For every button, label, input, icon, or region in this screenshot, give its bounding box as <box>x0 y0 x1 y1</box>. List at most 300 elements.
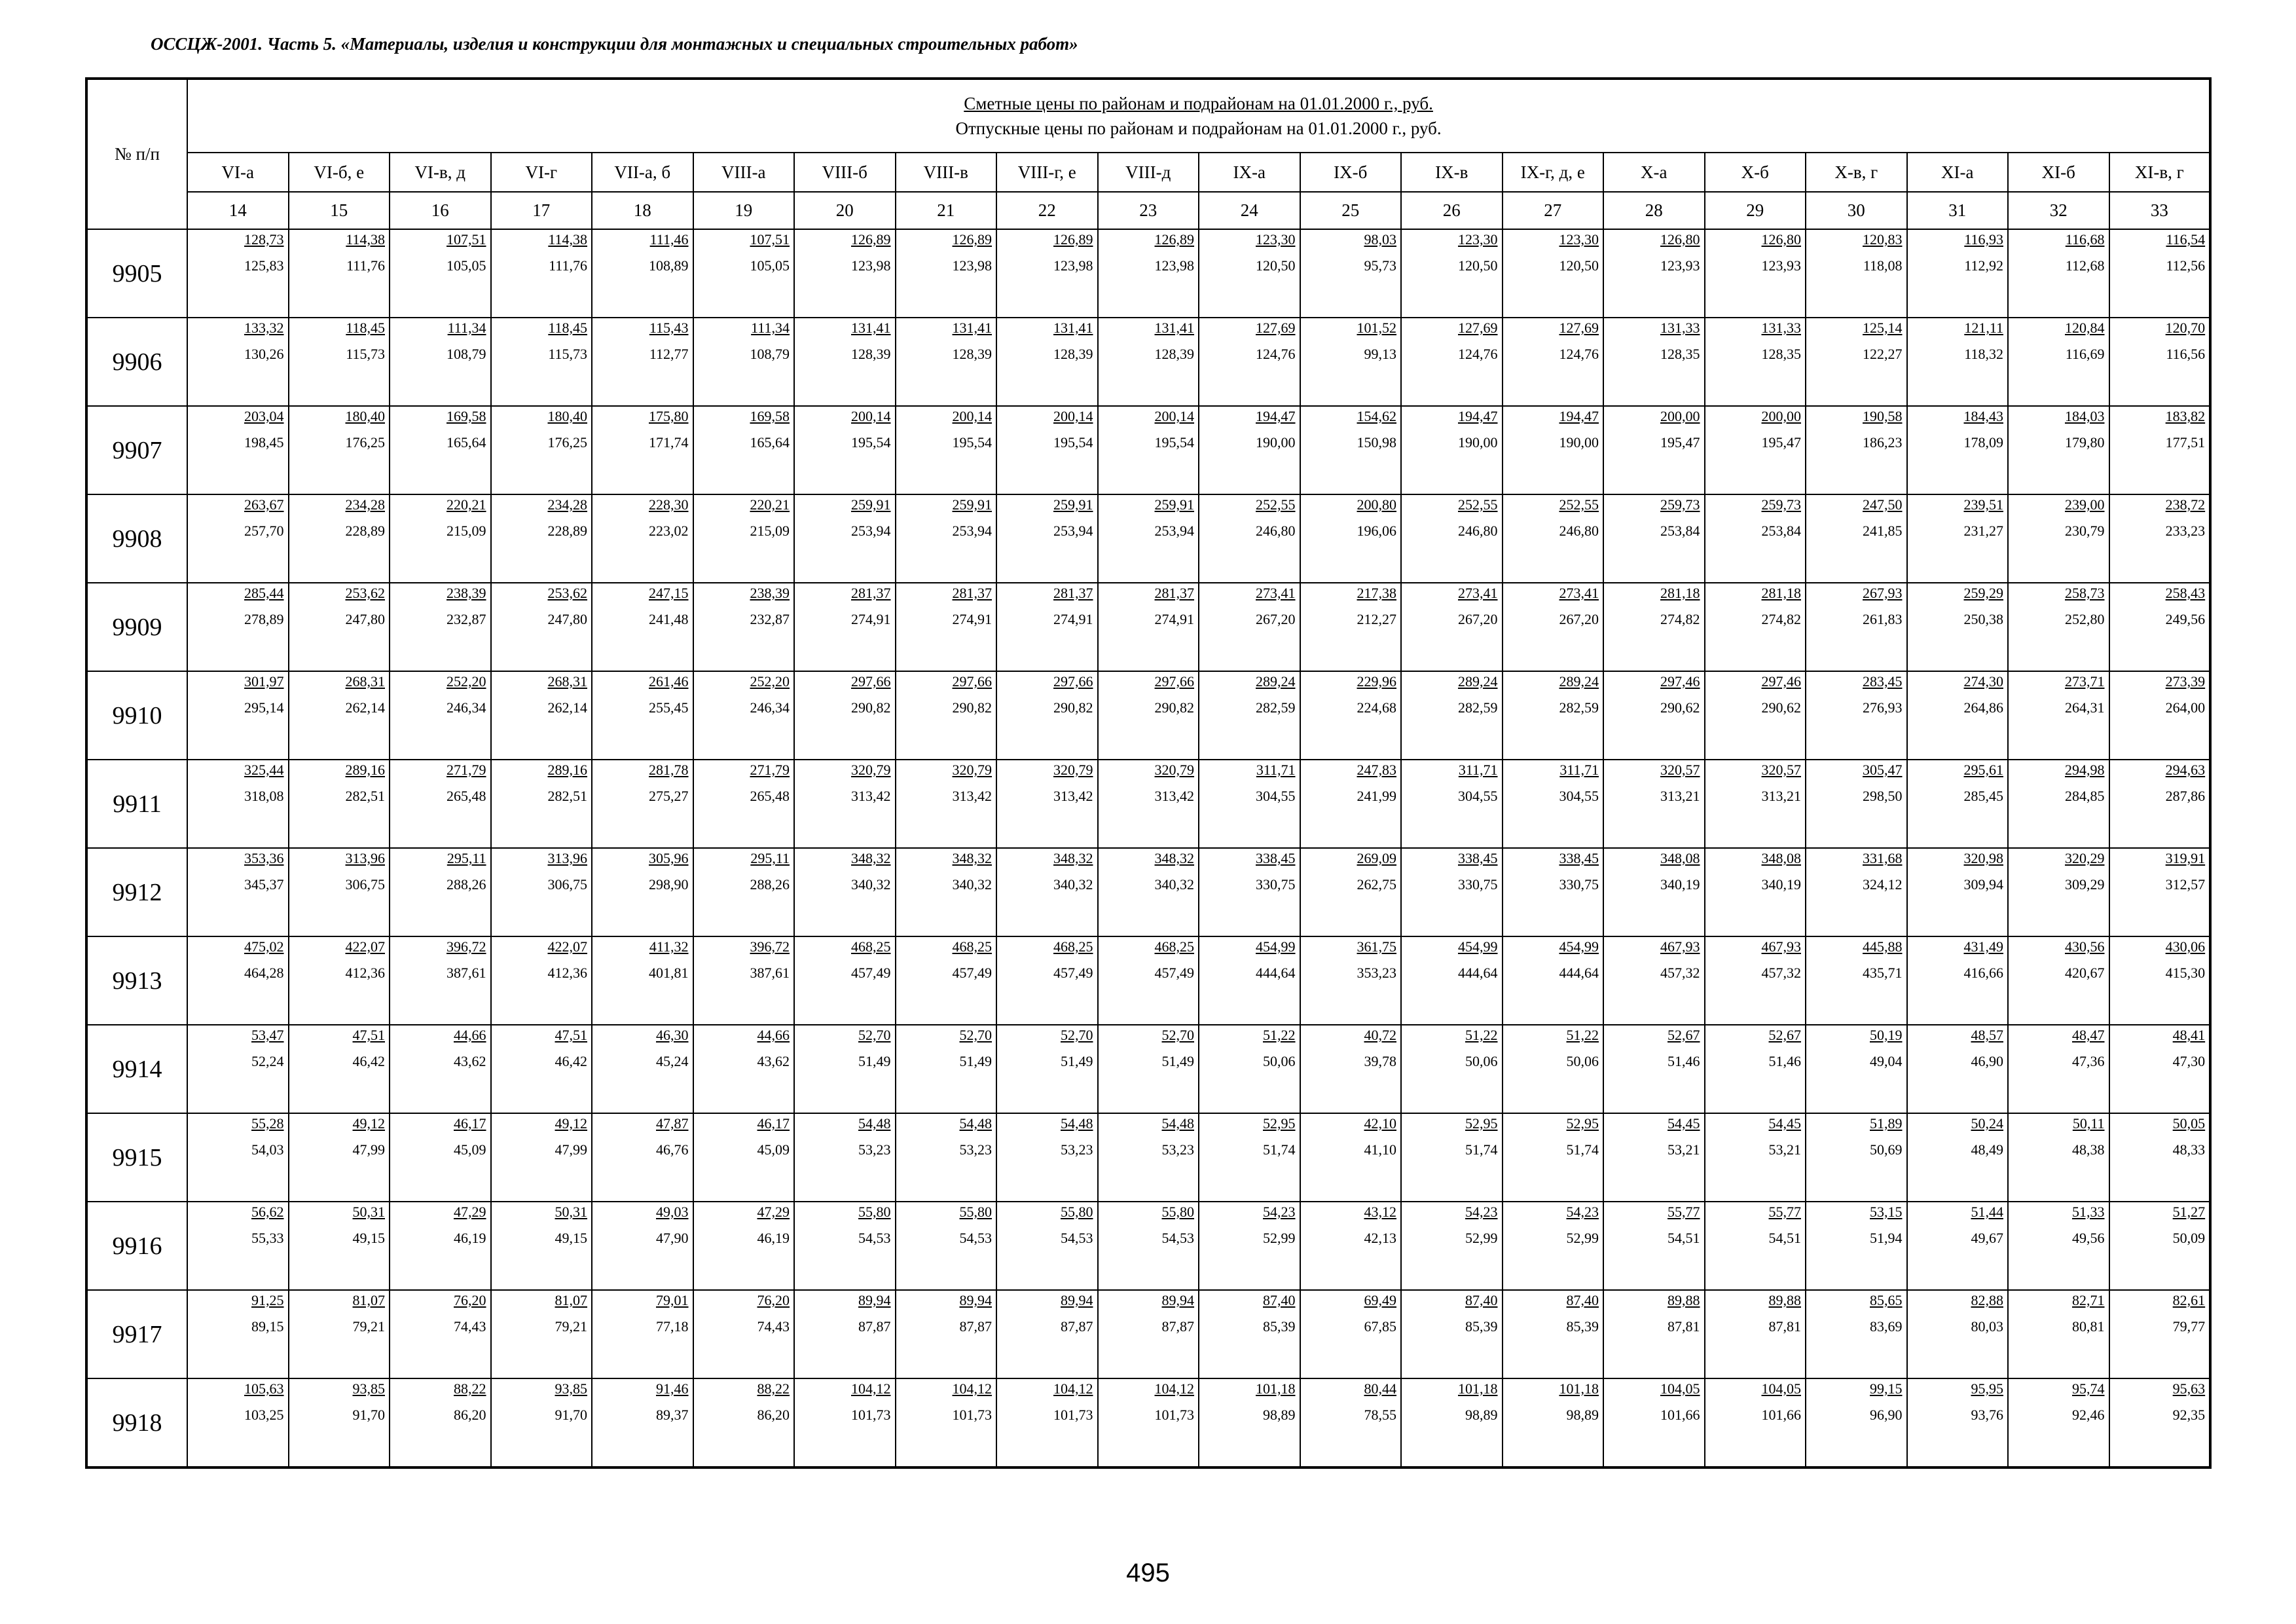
estimate-price: 79,01 <box>656 1292 689 1308</box>
price-cell <box>996 583 1098 671</box>
release-price: 232,87 <box>750 611 790 627</box>
estimate-price: 311,71 <box>1256 762 1296 778</box>
price-cell <box>592 936 693 1025</box>
price-cell <box>1705 848 1806 936</box>
price-cell <box>1300 1378 1402 1467</box>
estimate-price: 258,73 <box>2065 585 2105 601</box>
price-cell <box>491 760 592 848</box>
price-cell <box>289 406 390 494</box>
release-price: 282,59 <box>1256 699 1296 716</box>
release-price: 48,33 <box>2172 1141 2206 1158</box>
release-price: 123,98 <box>851 257 891 274</box>
price-cell <box>1098 1025 1199 1113</box>
release-price: 177,51 <box>2165 434 2206 451</box>
table-row <box>86 318 2210 406</box>
release-price: 274,82 <box>1660 611 1700 627</box>
price-cell <box>1907 583 2009 671</box>
price-cell <box>1401 583 1503 671</box>
price-cell <box>592 760 693 848</box>
estimate-price: 127,69 <box>1559 320 1599 336</box>
release-price: 246,80 <box>1458 523 1498 539</box>
estimate-price: 454,99 <box>1458 938 1498 955</box>
estimate-price: 56,62 <box>251 1204 284 1220</box>
price-cell <box>1401 1378 1503 1467</box>
estimate-price: 281,37 <box>1154 585 1194 601</box>
price-cell <box>592 318 693 406</box>
release-price: 290,82 <box>1053 699 1093 716</box>
release-price: 79,21 <box>352 1318 385 1335</box>
release-price: 264,31 <box>2065 699 2105 716</box>
price-cell <box>1503 671 1604 760</box>
release-price: 54,51 <box>1667 1230 1700 1246</box>
price-cell <box>289 936 390 1025</box>
release-price: 340,32 <box>1154 876 1194 893</box>
estimate-price: 247,50 <box>1863 496 1903 513</box>
estimate-price: 273,39 <box>2165 673 2206 690</box>
estimate-price: 47,51 <box>555 1027 587 1043</box>
price-cell <box>1401 760 1503 848</box>
npp-header: № п/п <box>86 79 187 229</box>
release-price: 313,42 <box>1053 788 1093 804</box>
estimate-price: 114,38 <box>346 231 385 248</box>
release-price: 54,53 <box>959 1230 992 1246</box>
price-cell <box>794 1113 896 1202</box>
price-cell <box>2008 1025 2109 1113</box>
release-price: 51,49 <box>1061 1053 1093 1069</box>
column-number: 32 <box>2008 192 2109 229</box>
release-price: 241,48 <box>649 611 689 627</box>
price-cell <box>896 671 997 760</box>
price-cell <box>390 1113 491 1202</box>
release-price: 264,00 <box>2165 699 2206 716</box>
estimate-price: 430,56 <box>2065 938 2105 955</box>
price-cell <box>592 1202 693 1290</box>
release-price: 89,15 <box>251 1318 284 1335</box>
release-price: 253,94 <box>1154 523 1194 539</box>
release-price: 123,93 <box>1761 257 1801 274</box>
estimate-price: 348,32 <box>851 850 891 866</box>
price-cell <box>289 848 390 936</box>
region-header: VI-б, е <box>289 153 390 192</box>
release-price: 101,66 <box>1660 1407 1700 1423</box>
price-cell <box>1401 1202 1503 1290</box>
price-cell <box>390 494 491 583</box>
release-price: 47,30 <box>2172 1053 2206 1069</box>
column-number: 24 <box>1199 192 1300 229</box>
release-price: 318,08 <box>244 788 284 804</box>
price-cell <box>1806 1202 1907 1290</box>
release-price: 198,45 <box>244 434 284 451</box>
estimate-price: 274,30 <box>1963 673 2003 690</box>
table-row <box>86 760 2210 848</box>
price-cell <box>1907 1290 2009 1378</box>
price-cell <box>491 583 592 671</box>
release-price: 241,99 <box>1357 788 1396 804</box>
release-price: 340,19 <box>1660 876 1700 893</box>
region-header: VI-а <box>187 153 289 192</box>
release-price: 387,61 <box>446 965 486 981</box>
release-price: 313,42 <box>1154 788 1194 804</box>
row-id: 9908 <box>86 494 187 583</box>
release-price: 49,15 <box>555 1230 587 1246</box>
estimate-price: 87,40 <box>1465 1292 1498 1308</box>
price-cell <box>1503 760 1604 848</box>
release-price: 195,54 <box>1053 434 1093 451</box>
release-price: 120,50 <box>1256 257 1296 274</box>
page-number: 495 <box>1126 1559 1170 1587</box>
release-price: 41,10 <box>1364 1141 1396 1158</box>
release-price: 98,89 <box>1566 1407 1599 1423</box>
price-cell <box>1300 1290 1402 1378</box>
release-price: 46,42 <box>352 1053 385 1069</box>
price-cell <box>592 671 693 760</box>
estimate-price: 69,49 <box>1364 1292 1396 1308</box>
release-price: 49,56 <box>2072 1230 2105 1246</box>
price-cell <box>1098 671 1199 760</box>
release-price: 253,94 <box>851 523 891 539</box>
release-price: 74,43 <box>454 1318 486 1335</box>
estimate-price: 281,37 <box>851 585 891 601</box>
table-row <box>86 1025 2210 1113</box>
release-price: 52,24 <box>251 1053 284 1069</box>
table-row <box>86 583 2210 671</box>
price-cell <box>2109 318 2211 406</box>
estimate-price: 49,12 <box>352 1115 385 1132</box>
price-cell <box>794 1202 896 1290</box>
price-cell <box>289 1025 390 1113</box>
price-cell <box>896 406 997 494</box>
release-price: 246,80 <box>1256 523 1296 539</box>
estimate-price: 396,72 <box>446 938 486 955</box>
release-price: 116,69 <box>2065 346 2105 362</box>
estimate-price: 338,45 <box>1559 850 1599 866</box>
price-cell <box>1907 1113 2009 1202</box>
release-price: 39,78 <box>1364 1053 1396 1069</box>
release-price: 45,09 <box>757 1141 790 1158</box>
region-header: VIII-г, е <box>996 153 1098 192</box>
estimate-price: 259,91 <box>851 496 891 513</box>
estimate-price: 47,87 <box>656 1115 689 1132</box>
estimate-price: 120,83 <box>1863 231 1903 248</box>
estimate-price: 239,51 <box>1963 496 2003 513</box>
price-cell <box>794 494 896 583</box>
release-price: 186,23 <box>1863 434 1903 451</box>
table-row <box>86 1290 2210 1378</box>
release-price: 46,42 <box>555 1053 587 1069</box>
estimate-price: 320,79 <box>1053 762 1093 778</box>
release-price: 233,23 <box>2165 523 2206 539</box>
release-price: 105,05 <box>750 257 790 274</box>
table-row <box>86 494 2210 583</box>
release-price: 98,89 <box>1465 1407 1498 1423</box>
estimate-price: 42,10 <box>1364 1115 1396 1132</box>
estimate-price: 194,47 <box>1458 408 1498 424</box>
region-header: IX-г, д, е <box>1503 153 1604 192</box>
release-price: 150,98 <box>1357 434 1396 451</box>
price-cell <box>1401 848 1503 936</box>
price-cell <box>187 318 289 406</box>
price-cell <box>1300 671 1402 760</box>
estimate-price: 320,79 <box>851 762 891 778</box>
release-price: 87,87 <box>858 1318 891 1335</box>
release-price: 246,34 <box>446 699 486 716</box>
price-cell <box>794 1378 896 1467</box>
release-price: 228,89 <box>345 523 385 539</box>
release-price: 313,42 <box>851 788 891 804</box>
release-price: 412,36 <box>345 965 385 981</box>
estimate-price: 348,32 <box>1154 850 1194 866</box>
release-price: 387,61 <box>750 965 790 981</box>
price-cell <box>2008 671 2109 760</box>
price-cell <box>896 760 997 848</box>
price-cell <box>1705 1025 1806 1113</box>
estimate-price: 238,72 <box>2165 496 2206 513</box>
price-cell <box>1907 1378 2009 1467</box>
release-price: 252,80 <box>2065 611 2105 627</box>
region-header: XI-б <box>2008 153 2109 192</box>
price-cell <box>1603 848 1705 936</box>
price-cell <box>1199 583 1300 671</box>
estimate-price: 281,18 <box>1761 585 1801 601</box>
price-cell <box>2008 1290 2109 1378</box>
region-header-row <box>86 153 2210 192</box>
release-price: 416,66 <box>1963 965 2003 981</box>
release-price: 53,21 <box>1768 1141 1801 1158</box>
release-price: 171,74 <box>649 434 689 451</box>
estimate-price: 91,46 <box>656 1380 689 1397</box>
estimate-price: 89,94 <box>858 1292 891 1308</box>
estimate-price: 325,44 <box>244 762 284 778</box>
price-cell <box>491 1290 592 1378</box>
estimate-price: 297,66 <box>851 673 891 690</box>
release-price: 340,32 <box>1053 876 1093 893</box>
price-cell <box>794 318 896 406</box>
release-price: 287,86 <box>2165 788 2206 804</box>
release-price: 282,59 <box>1559 699 1599 716</box>
release-price: 278,89 <box>244 611 284 627</box>
estimate-price: 131,41 <box>1154 320 1194 336</box>
estimate-price: 184,03 <box>2065 408 2105 424</box>
release-price: 89,37 <box>656 1407 689 1423</box>
release-price: 96,90 <box>1870 1407 1903 1423</box>
price-cell <box>1199 1113 1300 1202</box>
price-cell <box>794 936 896 1025</box>
estimate-price: 200,00 <box>1761 408 1801 424</box>
estimate-price: 82,61 <box>2172 1292 2206 1308</box>
price-cell <box>1603 318 1705 406</box>
estimate-price: 131,33 <box>1761 320 1801 336</box>
estimate-price: 44,66 <box>454 1027 486 1043</box>
estimate-price: 200,80 <box>1357 496 1396 513</box>
release-price: 51,49 <box>858 1053 891 1069</box>
price-cell <box>1603 760 1705 848</box>
estimate-price: 252,20 <box>446 673 486 690</box>
column-number: 29 <box>1705 192 1806 229</box>
release-price: 223,02 <box>649 523 689 539</box>
release-price: 46,19 <box>454 1230 486 1246</box>
price-cell <box>2109 671 2211 760</box>
price-cell <box>2008 406 2109 494</box>
price-cell <box>996 1290 1098 1378</box>
price-cell <box>390 848 491 936</box>
price-cell <box>1705 494 1806 583</box>
estimate-price: 467,93 <box>1660 938 1700 955</box>
estimate-price: 353,36 <box>244 850 284 866</box>
estimate-price: 95,95 <box>1971 1380 2003 1397</box>
estimate-price: 51,27 <box>2172 1204 2206 1220</box>
estimate-price: 89,94 <box>959 1292 992 1308</box>
estimate-price: 468,25 <box>952 938 992 955</box>
release-price: 124,76 <box>1256 346 1296 362</box>
price-cell <box>1401 1290 1503 1378</box>
release-price: 264,86 <box>1963 699 2003 716</box>
estimate-price: 95,74 <box>2072 1380 2105 1397</box>
price-cell <box>1503 318 1604 406</box>
price-cell <box>1503 406 1604 494</box>
release-price: 345,37 <box>244 876 284 893</box>
price-cell <box>1098 1378 1199 1467</box>
price-cell <box>1603 936 1705 1025</box>
region-header: VI-в, д <box>390 153 491 192</box>
release-price: 262,14 <box>345 699 385 716</box>
estimate-price: 52,70 <box>858 1027 891 1043</box>
release-price: 43,62 <box>454 1053 486 1069</box>
estimate-price: 88,22 <box>454 1380 486 1397</box>
estimate-price: 51,22 <box>1263 1027 1296 1043</box>
release-price: 120,50 <box>1559 257 1599 274</box>
estimate-price: 52,67 <box>1768 1027 1801 1043</box>
estimate-price: 295,11 <box>750 850 790 866</box>
row-id: 9918 <box>86 1378 187 1467</box>
estimate-price: 123,30 <box>1559 231 1599 248</box>
price-cell <box>794 671 896 760</box>
price-cell <box>491 229 592 318</box>
estimate-price: 52,70 <box>959 1027 992 1043</box>
estimate-price: 104,05 <box>1761 1380 1801 1397</box>
estimate-price: 475,02 <box>244 938 284 955</box>
estimate-price: 238,39 <box>750 585 790 601</box>
release-price: 306,75 <box>345 876 385 893</box>
price-cell <box>1907 848 2009 936</box>
price-cell <box>2109 229 2211 318</box>
estimate-price: 104,12 <box>1053 1380 1093 1397</box>
row-id: 9914 <box>86 1025 187 1113</box>
release-price: 195,54 <box>1154 434 1194 451</box>
row-id: 9906 <box>86 318 187 406</box>
price-cell <box>2008 1202 2109 1290</box>
price-cell <box>1705 1202 1806 1290</box>
release-price: 54,51 <box>1768 1230 1801 1246</box>
estimate-price: 53,47 <box>251 1027 284 1043</box>
price-cell <box>1503 494 1604 583</box>
table-title-row <box>86 79 2210 153</box>
price-cell <box>187 760 289 848</box>
estimate-price: 111,34 <box>751 320 790 336</box>
estimate-price: 47,29 <box>757 1204 790 1220</box>
price-cell <box>1806 406 1907 494</box>
release-price: 309,29 <box>2065 876 2105 893</box>
estimate-price: 104,05 <box>1660 1380 1700 1397</box>
estimate-price: 126,89 <box>1053 231 1093 248</box>
row-id: 9917 <box>86 1290 187 1378</box>
estimate-price: 467,93 <box>1761 938 1801 955</box>
table-row <box>86 229 2210 318</box>
release-price: 290,82 <box>1154 699 1194 716</box>
release-price: 265,48 <box>750 788 790 804</box>
estimate-price: 89,94 <box>1061 1292 1093 1308</box>
estimate-price: 95,63 <box>2172 1380 2206 1397</box>
price-cell <box>794 1290 896 1378</box>
price-cell <box>1907 229 2009 318</box>
estimate-price: 311,71 <box>1559 762 1599 778</box>
release-price: 176,25 <box>547 434 587 451</box>
price-cell <box>1603 229 1705 318</box>
price-cell <box>1503 229 1604 318</box>
estimate-price: 169,58 <box>750 408 790 424</box>
price-cell <box>1503 1025 1604 1113</box>
release-price: 285,45 <box>1963 788 2003 804</box>
price-cell <box>187 1290 289 1378</box>
price-cell <box>2008 936 2109 1025</box>
estimate-price: 52,67 <box>1667 1027 1700 1043</box>
price-cell <box>1705 671 1806 760</box>
release-price: 312,57 <box>2165 876 2206 893</box>
release-price: 46,76 <box>656 1141 689 1158</box>
release-price: 87,87 <box>1061 1318 1093 1335</box>
price-cell <box>491 1113 592 1202</box>
estimate-price: 40,72 <box>1364 1027 1396 1043</box>
estimate-price: 271,79 <box>750 762 790 778</box>
release-price: 412,36 <box>547 965 587 981</box>
estimate-price: 111,34 <box>447 320 486 336</box>
estimate-price: 89,94 <box>1161 1292 1194 1308</box>
estimate-price: 81,07 <box>555 1292 587 1308</box>
release-price: 49,15 <box>352 1230 385 1246</box>
estimate-price: 253,62 <box>547 585 587 601</box>
estimate-price: 259,73 <box>1660 496 1700 513</box>
release-price: 340,32 <box>851 876 891 893</box>
release-price: 298,50 <box>1863 788 1903 804</box>
price-cell <box>2008 848 2109 936</box>
release-price: 298,90 <box>649 876 689 893</box>
price-cell <box>2109 760 2211 848</box>
price-cell <box>1098 760 1199 848</box>
region-header: VIII-в <box>896 153 997 192</box>
row-id: 9913 <box>86 936 187 1025</box>
price-cell <box>693 1202 795 1290</box>
estimate-price: 82,88 <box>1971 1292 2003 1308</box>
estimate-price: 259,73 <box>1761 496 1801 513</box>
estimate-price: 53,15 <box>1870 1204 1903 1220</box>
price-cell <box>693 229 795 318</box>
estimate-price: 43,12 <box>1364 1204 1396 1220</box>
table-title <box>187 79 2210 153</box>
price-cell <box>2109 583 2211 671</box>
release-price: 51,74 <box>1263 1141 1296 1158</box>
estimate-price: 51,22 <box>1566 1027 1599 1043</box>
column-number: 23 <box>1098 192 1199 229</box>
release-price: 54,53 <box>1161 1230 1194 1246</box>
estimate-price: 46,30 <box>656 1027 689 1043</box>
row-id: 9915 <box>86 1113 187 1202</box>
estimate-price: 55,77 <box>1768 1204 1801 1220</box>
price-cell <box>289 671 390 760</box>
estimate-price: 99,15 <box>1870 1380 1903 1397</box>
price-cell <box>1806 1113 1907 1202</box>
price-cell <box>1705 583 1806 671</box>
price-cell <box>1705 229 1806 318</box>
estimate-price: 294,98 <box>2065 762 2105 778</box>
